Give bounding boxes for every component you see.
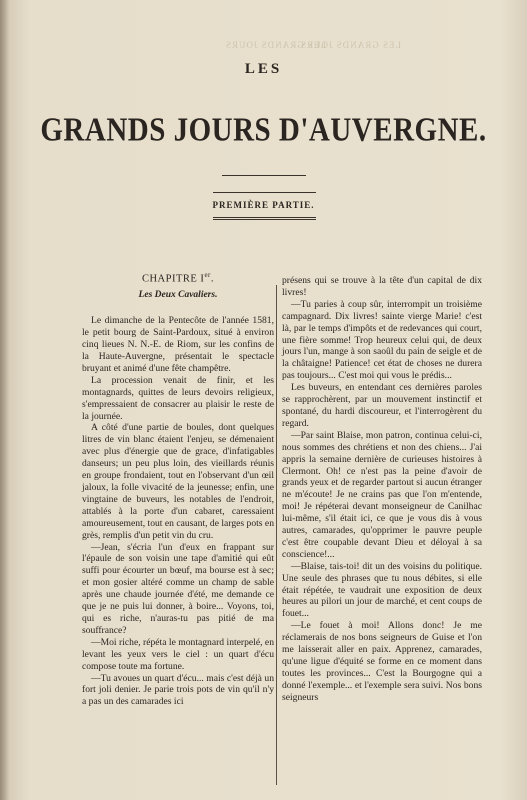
paragraph: —Jean, s'écria l'un d'eux en frappant sur l'épaule de son voisin une tape d'amitié qui eût suffi pour écourter un bœuf, ma bourse est à sec; et mon gosier altéré comme un champ de sable après une chaude journée d'été, me demande ce que je ne puis lui donner, à boire... Voyons, toi, qui es riche, n'auras-tu pas pitié de ma souffrance? xyxy=(82,541,274,636)
paragraph: —Tu avoues un quart d'écu... mais c'est déjà un fort joli denier. Je parie trois pots de vin qu'il n'y a pas un des camarades ici xyxy=(82,672,274,708)
paragraph: A côté d'une partie de boules, dont quelques litres de vin blanc étaient l'enjeu, se démenaient avec plus d'énergie que de grace, d'infatigables danseurs; un peu plus loin, des vieillards réunis en groupe frondaient, tout en l'observant d'un œil jaloux, la folle vivacité de la jeunesse; enfin, une vingtaine de buveurs, les notables de l'endroit, attablés à la porte d'un cabaret, caressaient amoureusement, tout en causant, de larges pots en grès, remplis d'un petit vin du cru. xyxy=(82,422,274,541)
paragraph: —Blaise, tais-toi! dit un des voisins du politique. Une seule des phrases que tu nous débites, si elle était répétée, te vaudrait une exposition de deux heures au pilori un jour de marché, et cent coups de fouet... xyxy=(282,560,482,620)
paragraph: La procession venait de finir, et les montagnards, quittes de leurs devoirs religieux, s'empressaient de consacrer au plaisir le reste de la journée. xyxy=(82,374,274,422)
show-through-text-right: LES GRANDS JOURS xyxy=(300,40,402,50)
right-column xyxy=(282,275,482,704)
part-heading: PREMIÈRE PARTIE. xyxy=(212,200,315,210)
chapter-ordinal: er xyxy=(204,271,211,279)
column-divider xyxy=(276,285,277,785)
title-rule xyxy=(222,175,306,176)
paragraph: Le dimanche de la Pentecôte de l'année 1581, le petit bourg de Saint-Pardoux, situé à environ cinq lieues N. N.-E. de Riom, sur les confins de la Haute-Auvergne, présentait le spectacle bruyant et animé d'une fête champêtre. xyxy=(82,315,274,374)
part-rule-bottom xyxy=(213,217,316,220)
paragraph: —Moi riche, répéta le montagnard interpelé, en levant les yeux vers le ciel : un quart d'écu compose toute ma fortune. xyxy=(82,636,274,672)
paragraph: —Par saint Blaise, mon patron, continua celui-ci, nous sommes des chrétiens et non des chiens... J'ai appris la semaine dernière de curieuses histoires à Clermont. Oh! ce n'est pas la peine d'avoir de grands yeux et de regarder partout si aucun étranger ne m'écoute! Je ne crains pas que l'on m'entende, moi! Je répéterai devant monseigneur de Canilhac lui-même, s'il était ici, ce que je vous dis à vous autres, camarades, qu'opprimer le pauvre peuple c'est être coupable devant Dieu et déloyal à sa conscience!... xyxy=(282,429,482,560)
left-column xyxy=(82,270,274,708)
show-through-text-left: LES GRANDS JOURS xyxy=(225,40,327,50)
chapter-title: Les Deux Cavaliers. xyxy=(138,290,218,301)
paragraph: présens qui se trouve à la tête d'un capital de dix livres! xyxy=(282,275,482,298)
chapter-heading: CHAPITRE Ier. xyxy=(141,271,215,285)
chapter-label: CHAPITRE I xyxy=(141,273,205,285)
title-les: LES xyxy=(244,61,283,77)
paragraph: —Tu paries à coup sûr, interrompit un troisième campagnard. Dix livres! sainte vierge Marie! c'est là, par le temps d'impôts et de redevances qui court, une fière somme! Trop heureux celui qui, de deux jours l'un, mange à son saoûl du pain de seigle et de la châtaigne! Patience! cet état de choses ne durera pas toujours... C'est moi qui vous le prédis... xyxy=(282,298,482,382)
part-rule-top xyxy=(213,192,316,193)
paragraph: —Le fouet à moi! Allons donc! Je me réclamerais de nos bons seigneurs de Guise et l'on me laisserait aller en paix. Apprenez, camarades, qu'une ligue d'équité se forme en ce moment dans toutes les provinces... C'est la Bourgogne qui a donné l'exemple... et l'exemple sera suivi. Nos bons seigneurs xyxy=(282,620,482,703)
paragraph: Les buveurs, en entendant ces dernières paroles se rapprochèrent, par un mouvement instinctif et spontané, du hardi discoureur, et l'interrogèrent du regard. xyxy=(282,382,482,429)
page-title: GRANDS JOURS D'AUVERGNE. xyxy=(40,111,487,149)
